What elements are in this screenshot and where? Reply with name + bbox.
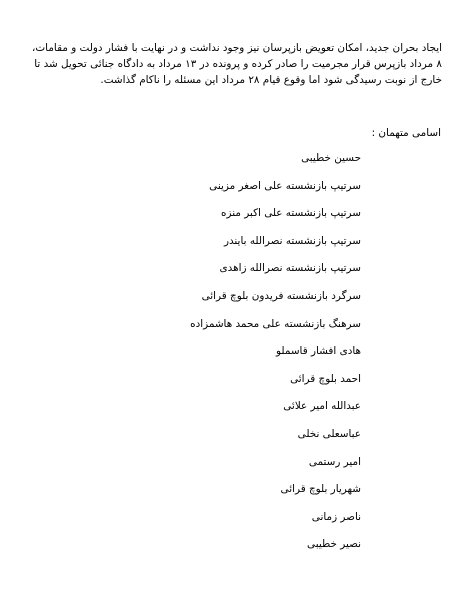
- accused-name: سرتیپ بازنشسته نصرالله زاهدی: [219, 262, 361, 275]
- accused-heading: اسامی متهمان :: [371, 127, 441, 139]
- accused-name: حسین خطیبی: [301, 152, 361, 164]
- body-paragraph: ایجاد بحران جدید، امکان تعویض بازپرسان نیز وجود نداشت و در نهایت با فشار دولت و مقامات، ۸ مرداد بازپرس قرار مجرمیت را صادر کرده و پرونده در ۱۳ مرداد به دادگاه جنائی تحویل شد تا خارج از نوبت رسیدگی شود اما وقوع قیام ۲۸ مرداد این مسئله را ناکام گذاشت.: [32, 42, 442, 86]
- accused-name: سرتیپ بازنشسته علی اصغر مزینی: [209, 179, 361, 192]
- accused-name: سرتیپ بازنشسته علی اکبر منزه: [221, 207, 361, 220]
- accused-name: شهریار بلوچ قرائی: [280, 483, 361, 496]
- accused-name: ناصر زمانی: [311, 510, 361, 523]
- accused-name: سرتیپ بازنشسته نصرالله بایندر: [223, 234, 361, 247]
- accused-name: سرگرد بازنشسته فریدون بلوچ قرائی: [201, 289, 361, 302]
- accused-name: سرهنگ بازنشسته علی محمد هاشمزاده: [190, 317, 361, 330]
- accused-name: عباسعلی نخلی: [297, 427, 361, 440]
- accused-name: هادی افشار قاسملو: [276, 345, 361, 358]
- accused-name: نصیر خطیبی: [307, 538, 361, 551]
- accused-name: عبدالله امیر علائی: [283, 400, 361, 413]
- accused-name: امیر رستمی: [308, 455, 361, 468]
- accused-list: [190, 151, 361, 565]
- accused-name: احمد بلوچ قرائی: [290, 372, 361, 385]
